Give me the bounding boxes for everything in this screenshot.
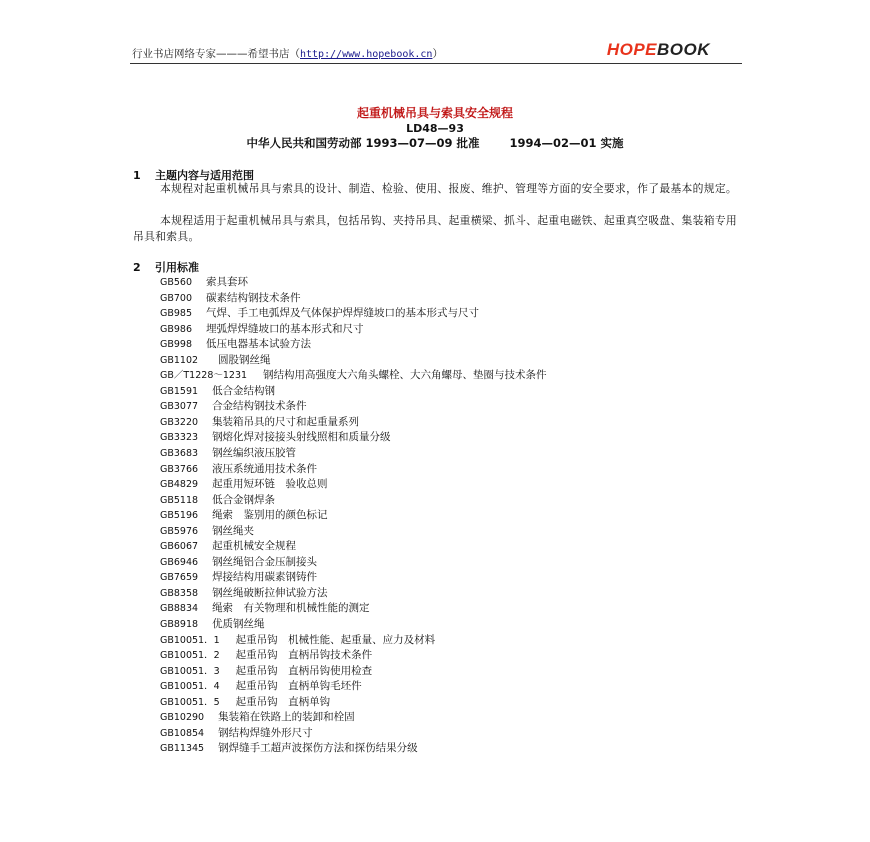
reference-code: GB10051．1: [160, 634, 220, 646]
header-tagline: [132, 46, 443, 61]
reference-title: 埋弧焊焊缝坡口的基本形式和尺寸: [206, 322, 364, 335]
header-text: 行业书店网络专家———希望书店（: [132, 48, 300, 60]
reference-code: GB3220: [160, 416, 199, 428]
reference-code: GB985: [160, 308, 193, 320]
reference-code: GB5976: [160, 525, 199, 537]
reference-title: 绳索 鉴别用的颜色标记: [212, 509, 328, 522]
section-1-title: 主题内容与适用范围: [155, 169, 254, 182]
reference-item: [160, 430, 750, 446]
reference-code: GB986: [160, 323, 193, 335]
reference-code: GB3766: [160, 463, 199, 475]
document-approval-line: [0, 135, 870, 151]
referenced-standards-list: [160, 275, 750, 757]
reference-title: 低压电器基本试验方法: [206, 338, 312, 351]
reference-title: 钢熔化焊对接接头射线照相和质量分级: [212, 431, 391, 444]
logo-book: BOOK: [657, 40, 710, 59]
reference-title: 起重机械安全规程: [212, 540, 297, 553]
reference-item: [160, 291, 750, 307]
reference-code: GB560: [160, 277, 193, 288]
reference-code: GB1591: [160, 385, 199, 397]
reference-code: GB10290: [160, 712, 205, 724]
reference-title: 索具套环: [206, 276, 249, 288]
reference-item: [160, 337, 750, 353]
reference-title: 液压系统通用技术条件: [212, 462, 318, 475]
reference-title: 低合金结构钢: [212, 384, 276, 397]
reference-item: [160, 399, 750, 415]
reference-item: [160, 462, 750, 478]
reference-title: 碳素结构钢技术条件: [206, 291, 301, 304]
section-1-number: 1: [133, 169, 141, 182]
reference-code: GB8918: [160, 619, 199, 631]
reference-title: 钢丝绳破断拉伸试验方法: [212, 586, 328, 599]
reference-item: [160, 477, 750, 493]
reference-title: 钢结构用高强度大六角头螺栓、大六角螺母、垫圈与技术条件: [263, 369, 547, 382]
header-url-link[interactable]: http://www.hopebook.cn: [300, 49, 433, 60]
reference-item: [160, 586, 750, 602]
reference-title: 起重吊钩 直柄吊钩技术条件: [235, 649, 373, 662]
reference-code: GB1102: [160, 354, 199, 366]
reference-item: [160, 322, 750, 338]
reference-item: [160, 493, 750, 509]
reference-item: [160, 679, 750, 695]
reference-code: GB10051．3: [160, 665, 220, 677]
reference-title: 起重吊钩 直柄单钩毛坯件: [235, 680, 362, 693]
reference-item: [160, 275, 750, 291]
reference-item: [160, 664, 750, 680]
reference-title: 低合金钢焊条: [212, 493, 276, 506]
reference-code: GB7659: [160, 572, 199, 584]
reference-title: 合金结构钢技术条件: [212, 400, 307, 413]
reference-item: [160, 306, 750, 322]
reference-title: 起重吊钩 机械性能、起重量、应力及材料: [235, 633, 436, 646]
reference-code: GB700: [160, 292, 193, 304]
effective-date: 1994—02—01 实施: [509, 136, 624, 150]
reference-title: 集装箱吊具的尺寸和起重量系列: [212, 415, 360, 428]
reference-item: [160, 508, 750, 524]
reference-item: [160, 415, 750, 431]
reference-title: 集装箱在铁路上的装卸和栓固: [218, 711, 355, 724]
reference-title: 绳索 有关物理和机械性能的测定: [212, 602, 370, 615]
reference-code: GB6067: [160, 541, 199, 553]
reference-item: [160, 524, 750, 540]
reference-item: [160, 539, 750, 555]
reference-code: GB4829: [160, 479, 199, 491]
reference-code: GB10051．5: [160, 696, 220, 708]
reference-item: [160, 695, 750, 711]
reference-item: [160, 601, 750, 617]
document-code: LD48—93: [406, 122, 464, 135]
reference-code: GB／T1228～1231: [160, 370, 248, 382]
reference-item: [160, 648, 750, 664]
reference-code: GB10051．2: [160, 650, 220, 662]
section-2-heading: [133, 259, 199, 275]
section-1-paragraph-1: 本规程对起重机械吊具与索具的设计、制造、检验、使用、报废、维护、管理等方面的安全要求，作了最基本的规定。: [160, 182, 738, 195]
reference-title: 钢焊缝手工超声波探伤方法和探伤结果分级: [218, 742, 418, 755]
reference-code: GB3683: [160, 448, 199, 460]
reference-code: GB998: [160, 339, 193, 351]
reference-title: 钢结构焊缝外形尺寸: [218, 726, 313, 739]
issuer-approval: 中华人民共和国劳动部 1993—07—09 批准: [246, 136, 480, 150]
reference-code: GB5118: [160, 494, 199, 506]
reference-item: [160, 726, 750, 742]
reference-title: 起重吊钩 直柄吊钩使用检查: [235, 664, 373, 677]
reference-code: GB3077: [160, 401, 199, 413]
reference-item: [160, 617, 750, 633]
header-text-end: ）: [432, 48, 443, 60]
reference-item: [160, 353, 750, 369]
section-2-title: 引用标准: [155, 261, 199, 274]
reference-code: GB11345: [160, 743, 205, 755]
reference-title: 钢丝编织液压胶管: [212, 447, 297, 460]
reference-title: 焊接结构用碳素钢铸件: [212, 571, 318, 584]
header-divider: [130, 63, 742, 64]
reference-item: [160, 570, 750, 586]
reference-item: [160, 710, 750, 726]
reference-code: GB10051．4: [160, 681, 220, 693]
reference-title: 优质钢丝绳: [212, 618, 265, 631]
reference-item: [160, 741, 750, 757]
logo-hope: HOPE: [606, 40, 657, 59]
reference-code: GB5196: [160, 510, 199, 522]
reference-code: GB8834: [160, 603, 199, 615]
section-1-paragraph-2: 本规程适用于起重机械吊具与索具，包括吊钩、夹持吊具、起重横梁、抓斗、起重电磁铁、起重真空吸盘、集装箱专用吊具和索具。: [133, 214, 738, 243]
document-title: 起重机械吊具与索具安全规程: [356, 106, 513, 120]
reference-code: GB10854: [160, 727, 205, 739]
reference-title: 钢丝绳铝合金压制接头: [212, 555, 318, 568]
reference-code: GB3323: [160, 432, 199, 444]
reference-item: [160, 384, 750, 400]
reference-item: [160, 368, 750, 384]
reference-title: 起重用短环链 验收总则: [212, 478, 328, 491]
reference-title: 气焊、手工电弧焊及气体保护焊焊缝坡口的基本形式与尺寸: [206, 307, 480, 320]
reference-item: [160, 633, 750, 649]
reference-item: [160, 446, 750, 462]
section-2-number: 2: [133, 261, 141, 274]
reference-title: 钢丝绳夹: [212, 524, 255, 537]
reference-title: 圆股钢丝绳: [218, 353, 271, 366]
reference-item: [160, 555, 750, 571]
reference-title: 起重吊钩 直柄单钩: [235, 695, 331, 708]
hopebook-logo[interactable]: [607, 40, 710, 60]
reference-code: GB8358: [160, 587, 199, 599]
reference-code: GB6946: [160, 556, 199, 568]
